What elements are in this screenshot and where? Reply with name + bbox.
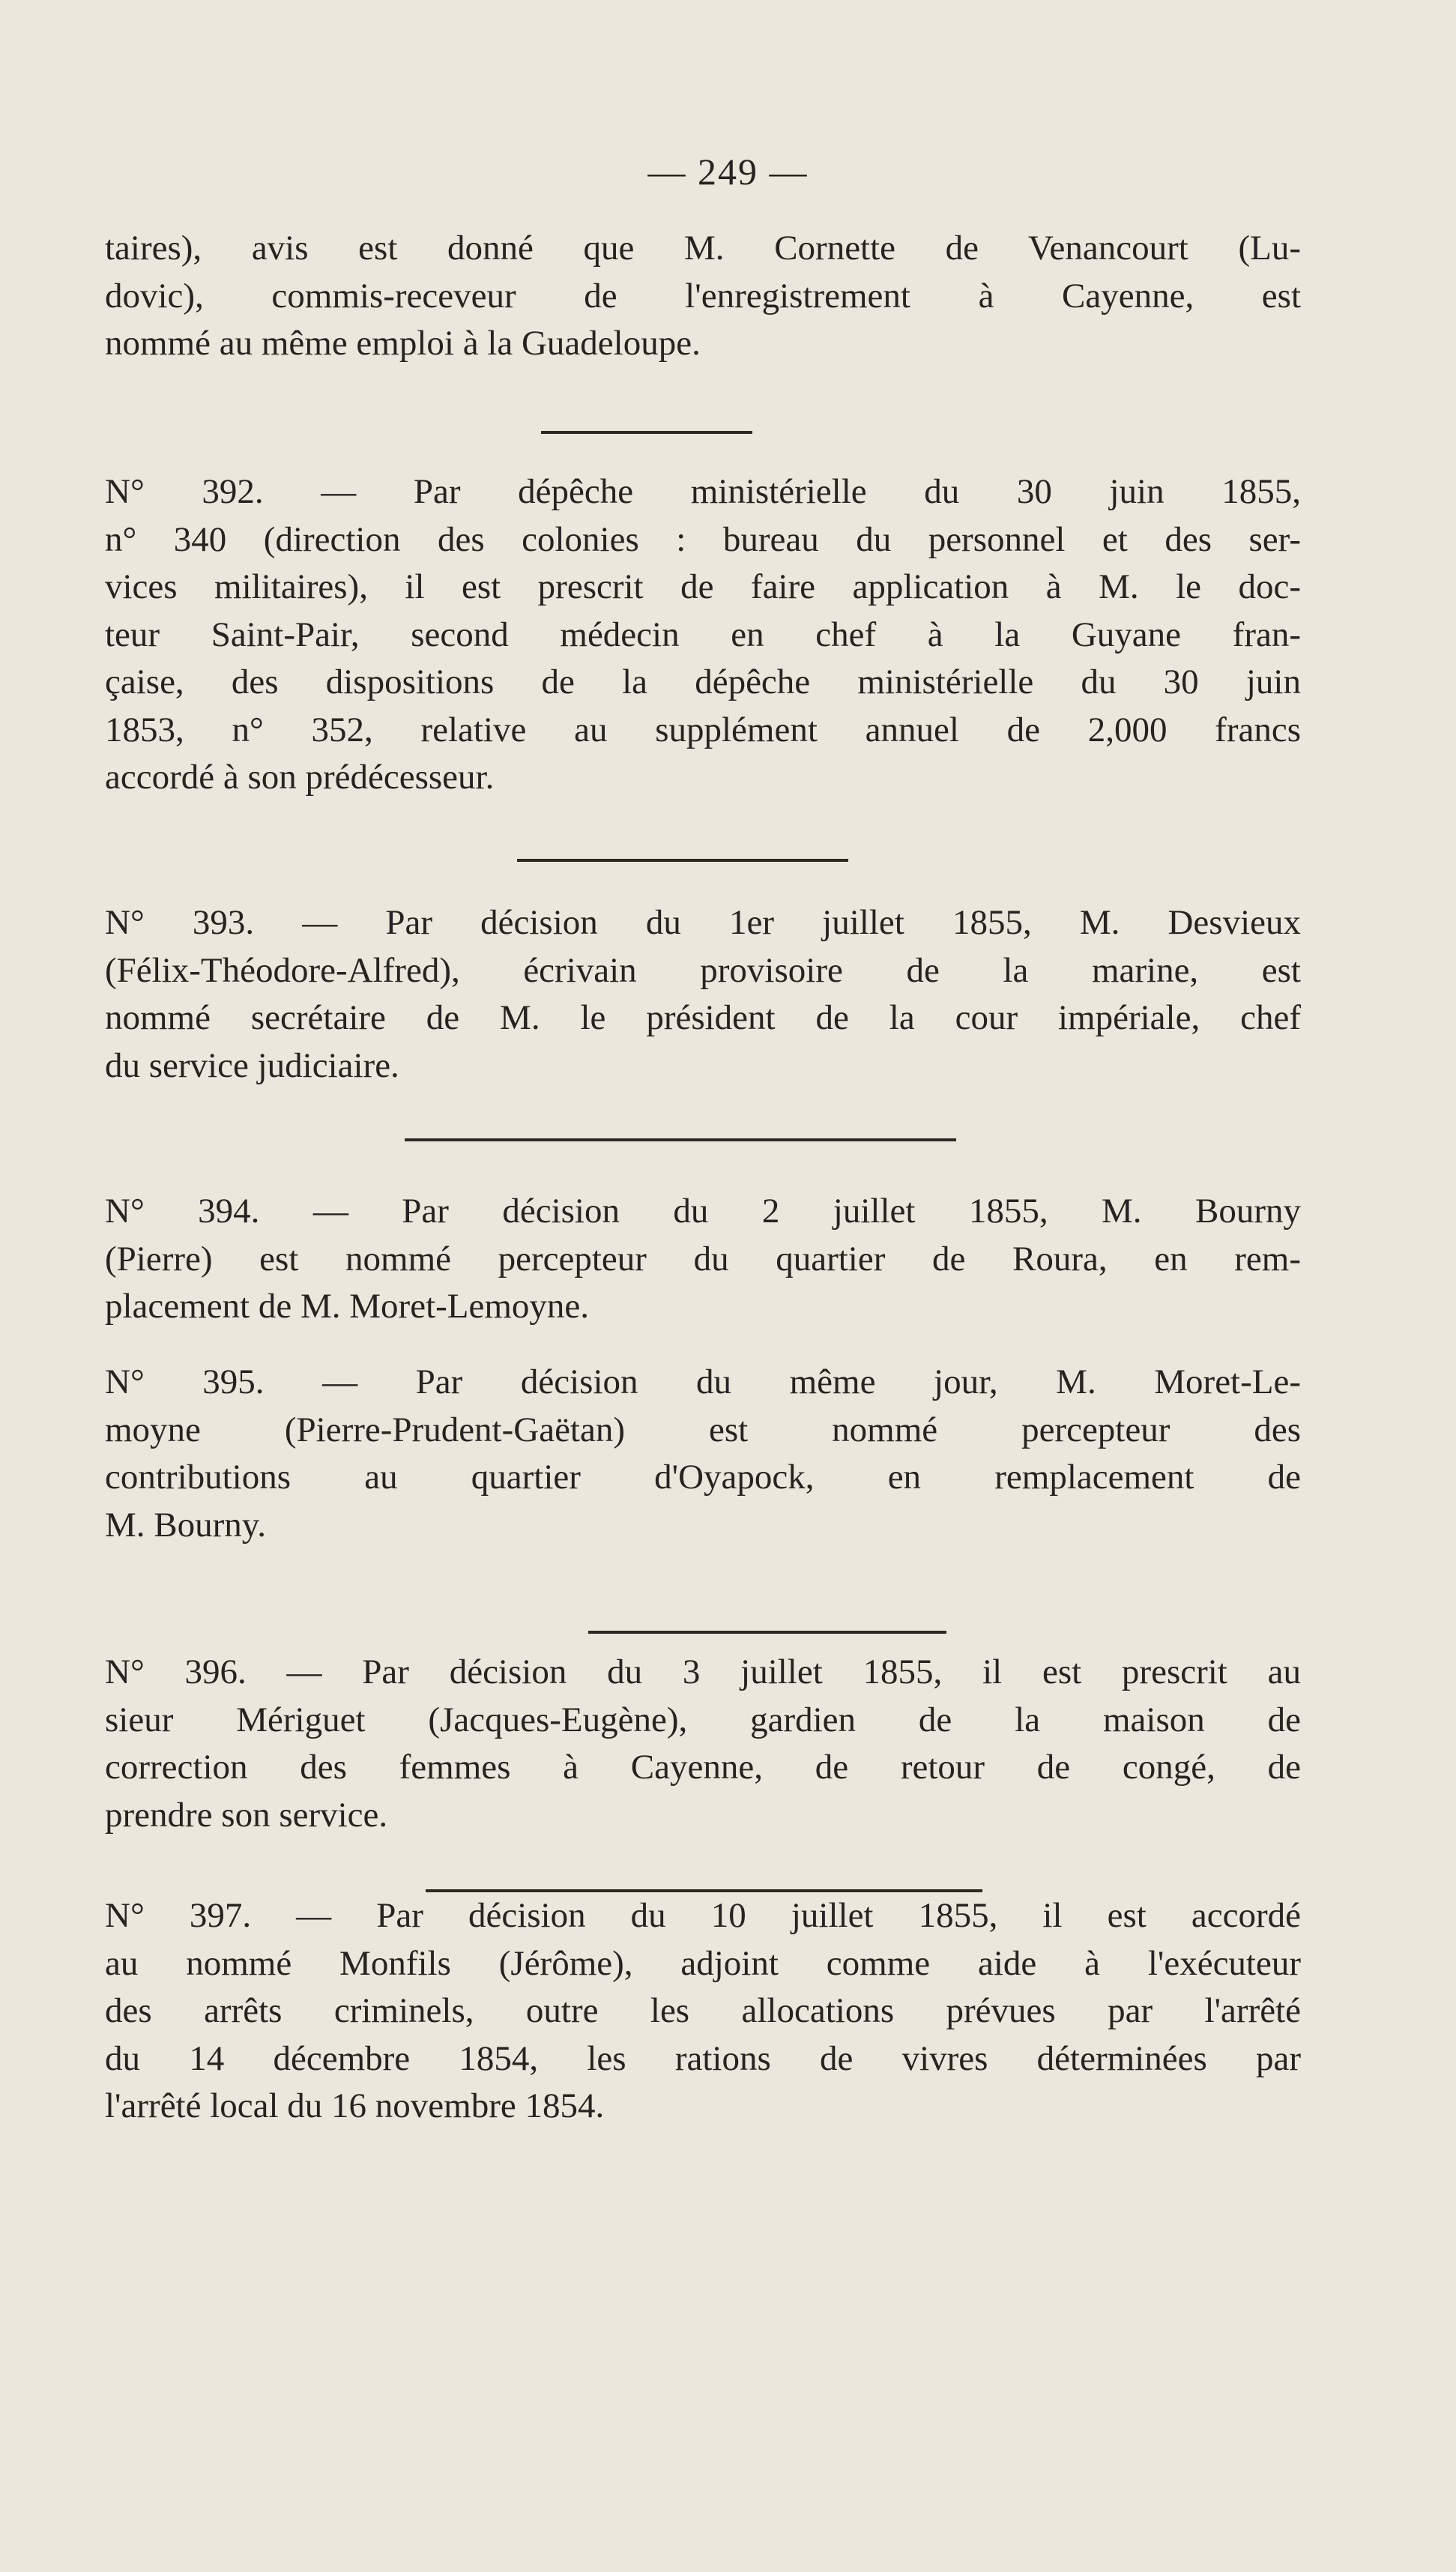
separator-rule [541, 431, 752, 434]
text-line: correction des femmes à Cayenne, de retour de congé, de [105, 1748, 1301, 1787]
text-line: taires), avis est donné que M. Cornette de Venancourt (Lu- [105, 229, 1301, 268]
separator-rule [588, 1631, 946, 1634]
text-line: moyne (Pierre-Prudent-Gaëtan) est nommé percepteur des [105, 1410, 1301, 1449]
text-line: N° 396. — Par décision du 3 juillet 1855, il est prescrit au [105, 1652, 1301, 1691]
paragraph-393 [105, 899, 1301, 1090]
paragraph-395 [105, 1359, 1301, 1549]
text-line: teur Saint-Pair, second médecin en chef à la Guyane fran- [105, 615, 1301, 654]
text-line: l'arrêté local du 16 novembre 1854. [105, 2086, 605, 2125]
paragraph-396 [105, 1649, 1301, 1839]
text-line: prendre son service. [105, 1795, 388, 1835]
text-line: N° 395. — Par décision du même jour, M. Moret-Le- [105, 1362, 1301, 1401]
text-line: du service judiciaire. [105, 1045, 399, 1085]
text-line: vices militaires), il est prescrit de faire application à M. le doc- [105, 567, 1301, 606]
text-line: N° 393. — Par décision du 1er juillet 1855, M. Desvieux [105, 903, 1301, 942]
text-line: dovic), commis-receveur de l'enregistrement à Cayenne, est [105, 276, 1301, 316]
text-line: placement de M. Moret-Lemoyne. [105, 1287, 590, 1326]
text-line: contributions au quartier d'Oyapock, en remplacement de [105, 1458, 1301, 1497]
text-line: N° 392. — Par dépêche ministérielle du 30 juin 1855, [105, 472, 1301, 511]
page-number: — 249 — [647, 151, 809, 193]
text-line: des arrêts criminels, outre les allocations prévues par l'arrêté [105, 1991, 1301, 2030]
text-line: nommé au même emploi à la Guadeloupe. [105, 324, 701, 363]
text-line: M. Bourny. [105, 1505, 266, 1545]
text-line: N° 397. — Par décision du 10 juillet 1855, il est accordé [105, 1896, 1301, 1935]
paragraph-394 [105, 1188, 1301, 1331]
text-line: (Pierre) est nommé percepteur du quartier de Roura, en rem- [105, 1239, 1301, 1279]
paragraph-391 [105, 225, 1301, 368]
paragraph-392 [105, 468, 1301, 802]
paragraph-397 [105, 1892, 1301, 2131]
text-line: N° 394. — Par décision du 2 juillet 1855, M. Bourny [105, 1192, 1301, 1231]
separator-rule [517, 859, 848, 862]
text-line: accordé à son prédécesseur. [105, 758, 495, 797]
text-line: çaise, des dispositions de la dépêche ministérielle du 30 juin [105, 662, 1301, 701]
separator-rule [405, 1138, 956, 1141]
text-line: au nommé Monfils (Jérôme), adjoint comme aide à l'exécuteur [105, 1943, 1301, 1983]
text-line: (Félix-Théodore-Alfred), écrivain provisoire de la marine, est [105, 950, 1301, 990]
text-line: sieur Mériguet (Jacques-Eugène), gardien de la maison de [105, 1700, 1301, 1739]
text-line: nommé secrétaire de M. le président de la cour impériale, chef [105, 998, 1301, 1037]
text-line: 1853, n° 352, relative au supplément annuel de 2,000 francs [105, 710, 1301, 749]
text-line: n° 340 (direction des colonies : bureau du personnel et des ser- [105, 519, 1301, 559]
text-line: du 14 décembre 1854, les rations de vivres déterminées par [105, 2038, 1301, 2078]
